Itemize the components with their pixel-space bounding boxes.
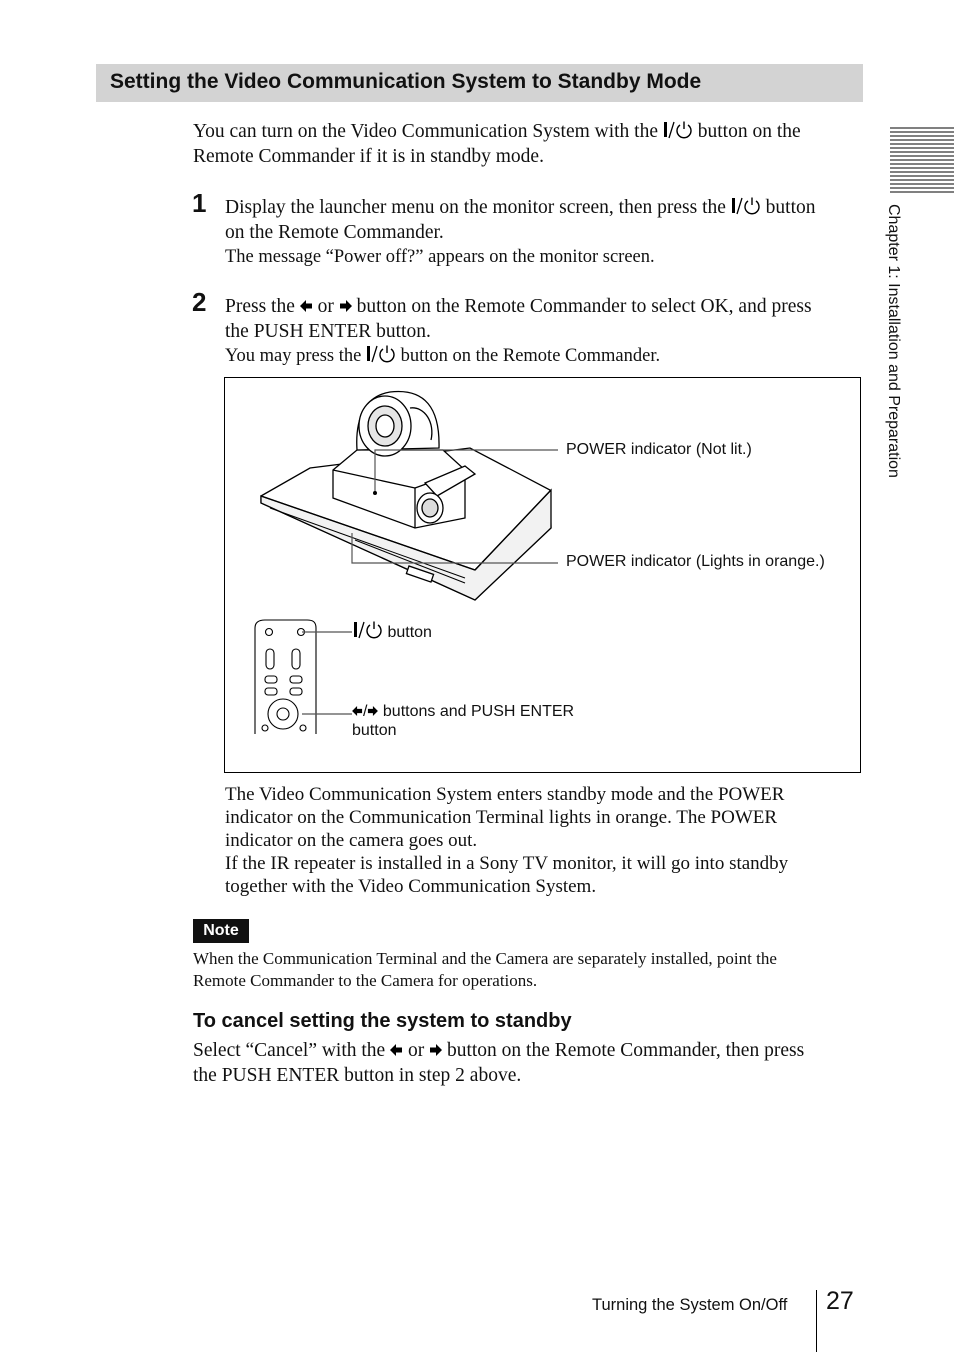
result-text: The Video Communication System enters standby mode and the POWER <box>225 784 785 805</box>
note-line: When the Communication Terminal and the Camera are separately installed, point the <box>193 949 777 968</box>
arrow-right-icon <box>429 1044 442 1056</box>
page-number: 27 <box>826 1287 854 1315</box>
step2-instruction <box>225 294 812 344</box>
label-power-indicator-camera: POWER indicator (Not lit.) <box>566 441 752 458</box>
device-illustration-figure <box>224 377 861 773</box>
cancel-text: or <box>403 1040 430 1061</box>
note-line: Remote Commander to the Camera for operations. <box>193 971 538 990</box>
arrow-right-icon <box>339 300 352 312</box>
result-text: indicator on the camera goes out. <box>225 830 478 851</box>
step2-text: or <box>312 296 339 317</box>
step2-note-text: button on the Remote Commander. <box>395 346 661 366</box>
step2-text: button on the Remote Commander to select OK, and press <box>351 296 812 317</box>
arrow-buttons-label-text: button <box>352 722 397 739</box>
step2-text: Press the <box>225 296 300 317</box>
label-power-button <box>353 621 432 642</box>
intro-text: button on the <box>692 121 801 142</box>
section-title: Setting the Video Communication System to Standby Mode <box>110 70 702 93</box>
step1-text: on the Remote Commander. <box>225 222 444 243</box>
step1-note: The message “Power off?” appears on the monitor screen. <box>225 247 655 267</box>
step1-text: Display the launcher menu on the monitor screen, then press the <box>225 197 731 218</box>
power-standby-icon <box>663 121 693 139</box>
cancel-heading: To cancel setting the system to standby <box>193 1010 572 1032</box>
result-text: indicator on the Communication Terminal lights in orange. The POWER <box>225 807 778 828</box>
step-number-2: 2 <box>192 287 207 317</box>
arrow-left-icon <box>352 706 363 716</box>
camera-power-indicator <box>373 491 377 495</box>
cancel-text: the PUSH ENTER button in step 2 above. <box>193 1065 522 1086</box>
step1-instruction <box>225 195 816 245</box>
label-arrow-buttons: / buttons and PUSH ENTER button <box>352 703 575 739</box>
arrow-left-icon <box>390 1044 403 1056</box>
note-badge: Note <box>193 919 249 943</box>
power-standby-icon <box>731 197 761 215</box>
remote-commander <box>255 620 316 734</box>
power-standby-icon <box>366 345 396 363</box>
intro-text: You can turn on the Video Communication System with the <box>193 121 663 142</box>
footer-divider <box>816 1290 817 1352</box>
note-text <box>193 948 777 992</box>
chapter-tab-lines <box>890 127 954 193</box>
step2-note-text: You may press the <box>225 346 366 366</box>
section-heading-bar <box>96 64 863 102</box>
arrow-right-icon <box>367 706 378 716</box>
step2-note <box>225 345 660 368</box>
cancel-paragraph <box>193 1038 804 1088</box>
step2-text: the PUSH ENTER button. <box>225 321 431 342</box>
step1-text: button <box>760 197 816 218</box>
power-standby-icon <box>353 621 383 639</box>
step-number-1: 1 <box>192 188 207 218</box>
result-paragraph <box>225 783 788 898</box>
intro-paragraph <box>193 119 801 169</box>
cancel-text: button on the Remote Commander, then press <box>442 1040 805 1061</box>
arrow-left-icon <box>300 300 313 312</box>
chapter-label: Chapter 1: Installation and Preparation <box>885 204 902 478</box>
result-text: together with the Video Communication System. <box>225 876 597 897</box>
label-power-indicator-terminal: POWER indicator (Lights in orange.) <box>566 553 825 570</box>
intro-text: Remote Commander if it is in standby mode. <box>193 146 544 167</box>
arrow-buttons-label-text: buttons and PUSH ENTER <box>378 703 575 720</box>
result-text: If the IR repeater is installed in a Sony TV monitor, it will go into standby <box>225 853 789 874</box>
footer-section-name: Turning the System On/Off <box>592 1296 788 1314</box>
power-button-label-text: button <box>383 624 432 641</box>
cancel-text: Select “Cancel” with the <box>193 1040 391 1061</box>
